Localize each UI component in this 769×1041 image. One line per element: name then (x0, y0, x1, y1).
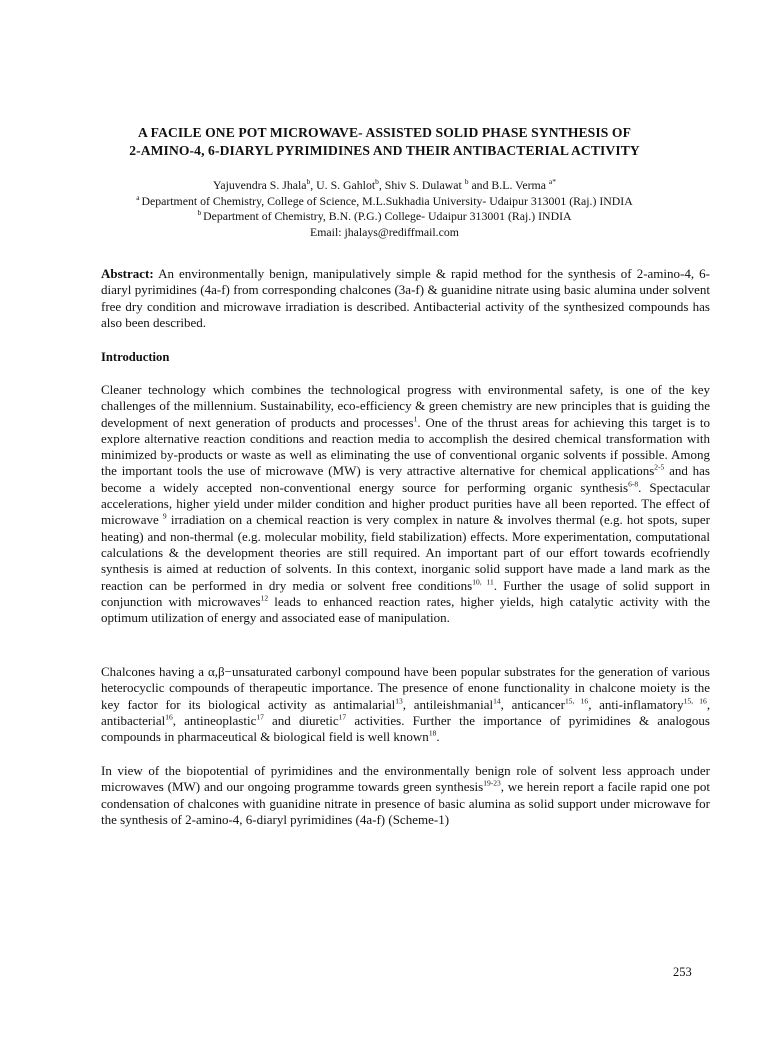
author-list (80, 178, 689, 194)
citation: 12 (260, 593, 269, 603)
abstract-text: An environmentally benign, manipulatively simple & rapid method for the synthesis of 2-amino-4, 6-diaryl pyrimidines (4a-f) from corresponding chalcones (3a-f) & guanidine nitrate using basic alumina under solvent free dry condition and microwave irradiation is described. Antibacterial activity of the synthesized compounds has also been described. (101, 266, 710, 330)
intro-paragraph-2 (101, 664, 710, 745)
citation: 13 (395, 696, 403, 706)
paragraph-text: , antineoplastic (172, 712, 257, 728)
author-name: and B.L. Verma (468, 178, 549, 192)
section-heading-introduction: Introduction (101, 350, 170, 364)
author-block (80, 178, 689, 240)
paragraph-text: and diuretic (263, 712, 339, 728)
affiliation-a (80, 194, 689, 210)
paragraph-text: . Further the usage of solid support in conjunction with microwaves (101, 577, 710, 609)
paragraph-text: In view of the biopotential of pyrimidines and the environmentally benign role of solvent less approach under microwaves (MW) and our ongoing programme towards green synthesis (101, 763, 710, 795)
citation: 15, 16 (564, 696, 589, 706)
paragraph-text: , antibacterial (101, 696, 711, 728)
paragraph-text: . Spectacular accelerations, higher yield under milder condition and higher product purities have all been reported. The effect of microwave (101, 479, 710, 528)
paragraph-text: , anticancer (500, 696, 565, 712)
affiliation-text: Department of Chemistry, College of Science, M.L.Sukhadia University- Udaipur 313001 (Raj.) INDIA (141, 193, 633, 208)
affiliation-b (80, 209, 689, 225)
citation: 6-8 (628, 479, 639, 489)
abstract-label: Abstract: (101, 266, 154, 281)
paragraph-text: leads to enhanced reaction rates, higher yields, high catalytic activity with the optimum utilization of energy and associated ease of manipulation. (101, 593, 710, 626)
author-name: Yajuvendra S. Jhala (213, 178, 307, 192)
citation: 19-23 (483, 778, 501, 788)
affiliation-mark: a (136, 192, 142, 202)
paragraph-text: Cleaner technology which combines the technological progress with environmental safety, is one of the key challenges of the millennium. Sustainability, eco-efficiency & green chemistry are new principles that is guiding the development of next generation of products and processes (101, 382, 710, 430)
citation: 15, 16 (683, 696, 707, 706)
paragraph-text: , anti-inflamatory (588, 696, 684, 712)
author-name: , U. S. Gahlot (310, 178, 376, 192)
paper-title (90, 124, 679, 160)
citation: 14 (493, 696, 501, 706)
title-line-2: 2-AMINO-4, 6-DIARYL PYRIMIDINES AND THEIR ANTIBACTERIAL ACTIVITY (129, 143, 640, 158)
citation: 18 (428, 728, 437, 738)
paragraph-text: . One of the thrust areas for achieving this target is to explore alternative reaction conditions and reaction media to accomplish the desired chemical transformation with minimized by-products or waste as well as eliminating the use of conventional organic solvents if possible. Among the important tools the use of microwave (MW) is very attractive alternative for chemical applications (101, 414, 710, 479)
citation: 17 (338, 712, 347, 722)
author-affiliation-mark: b (464, 177, 469, 187)
citation: 16 (165, 712, 173, 722)
author-affiliation-mark: a* (548, 177, 556, 187)
author-name: , Shiv S. Dulawat (378, 178, 465, 192)
author-affiliation-mark: b (375, 177, 379, 187)
author-email: Email: jhalays@rediffmail.com (310, 224, 459, 239)
citation: 9 (162, 512, 167, 522)
paragraph-text: and has become a widely accepted non-conventional energy source for performing organic synthesis (101, 463, 710, 495)
affiliation-text: Department of Chemistry, B.N. (P.G.) College- Udaipur 313001 (Raj.) INDIA (203, 209, 572, 223)
intro-paragraph-1 (101, 382, 710, 626)
paragraph-text: . (436, 729, 440, 745)
citation: 2-5 (654, 463, 665, 473)
paragraph-text: , we herein report a facile rapid one pot condensation of chalcones with guanidine nitrate in presence of basic alumina as solid support under microwave for the synthesis of 2-amino-4, 6-diaryl pyrimidines (4a-f) (Scheme-1) (101, 779, 710, 827)
citation: 1 (413, 414, 418, 424)
intro-paragraph-3 (101, 763, 710, 828)
citation: 10, 11 (472, 577, 494, 587)
affiliation-mark: b (197, 208, 204, 218)
page-number: 253 (673, 965, 692, 979)
title-line-1: A FACILE ONE POT MICROWAVE- ASSISTED SOLID PHASE SYNTHESIS OF (138, 125, 631, 140)
citation: 17 (256, 712, 264, 722)
author-affiliation-mark: b (306, 177, 311, 187)
paragraph-text: , antileishmanial (402, 696, 494, 712)
paragraph-text: activities. Further the importance of pyrimidines & analogous compounds in pharmaceutical & biological field is well known (101, 712, 710, 745)
paragraph-text: Chalcones having a α,β−unsaturated carbonyl compound have been popular substrates for the generation of various heterocyclic compounds of therapeutic importance. The presence of enone functionality in chalcone moiety is the key factor for its biological activity as antimalarial (101, 664, 710, 712)
paragraph-text: irradiation on a chemical reaction is very complex in nature & involves thermal (e.g. hot spots, super heating) and non-thermal (e.g. molecular mobility, field stabilization) effects. More experimentation, computational calculations & the development theories are still required. An important part of our effort towards ecofriendly synthesis is aimed at reduction of solvents. In this context, inorganic solid support have made a land mark as the reaction can be performed in dry media or solvent free conditions (101, 512, 710, 593)
abstract (101, 266, 710, 331)
